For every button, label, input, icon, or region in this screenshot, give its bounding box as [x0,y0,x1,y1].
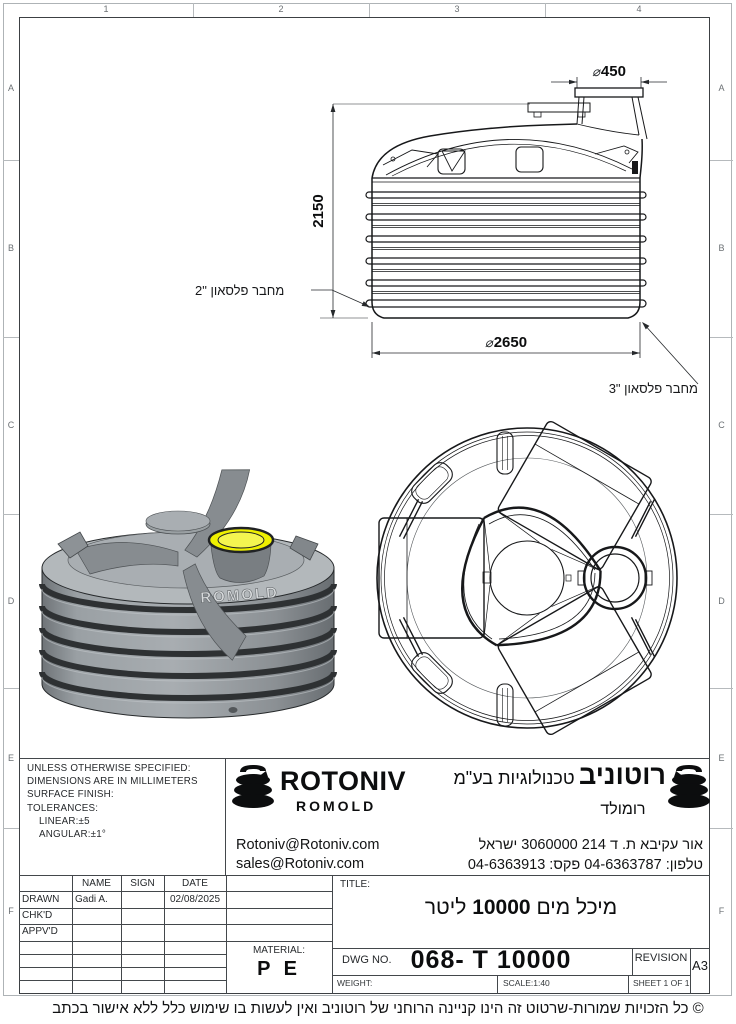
zone-row-label: D [718,596,725,606]
table-line [19,908,332,909]
note-line: UNLESS OTHERWISE SPECIFIED: [27,763,191,774]
titleblock-line [225,758,226,875]
zone-tick [3,688,19,689]
zone-row-label: E [7,753,14,763]
front-view-drawing [180,55,712,403]
brand-hebrew-main: רוטוניב [579,760,666,790]
note-line: LINEAR:±5 [39,815,90,827]
plan-view-drawing [365,420,690,738]
zone-column-label: 3 [454,4,460,14]
table-line [19,891,332,892]
material-label: MATERIAL: [252,945,306,956]
zone-column-label: 1 [103,4,109,14]
material-value: P E [257,958,301,980]
table-line [164,875,165,994]
table-line [19,924,332,925]
dim-bottom-diameter: ⌀2650 [484,334,528,351]
title-part1: מיכל מים [536,896,618,919]
dimension-arrows [331,80,650,356]
brand-hebrew-rest: טכנולוגיות בע"מ [453,768,575,788]
zone-tick [3,160,19,161]
dwg-number: 068- T 10000 [410,946,572,974]
row-appvd-label: APPV'D [22,926,58,937]
title-label: TITLE: [340,879,371,890]
zone-tick [710,514,733,515]
company-address-block [412,836,703,875]
company-phones: טלפון: 04-6363787 פקס: 04-6363913 [467,856,703,873]
email-primary: Rotoniv@Rotoniv.com [236,837,380,853]
table-line [121,875,122,994]
zone-row-label: B [7,243,14,253]
brand-sub-latin: ROMOLD [296,798,377,814]
company-address: אור עקיבא ת. ד 214 3060000 ישראל [478,837,703,853]
row-drawn-date: 02/08/2025 [169,894,221,905]
zone-column-label: 4 [636,4,642,14]
table-line [19,967,226,968]
dim-top-diameter: ⌀450 [592,63,626,80]
zone-row-label: E [718,753,725,763]
row-drawn-name: Gadi A. [75,894,108,905]
zone-row-label: C [718,420,725,430]
revision-label: REVISION [634,952,688,964]
zone-tick [369,3,370,17]
zone-column-label: 2 [278,4,284,14]
zone-row-label: B [718,243,725,253]
zone-row-label: F [8,906,14,916]
zone-row-label: C [7,420,15,430]
zone-tick [545,3,546,17]
title-part2: ליטר [424,896,467,919]
weight-label: WEIGHT: [337,978,373,988]
brand-name-hebrew [420,760,666,791]
table-line [19,954,226,955]
email-sales: sales@Rotoniv.com [236,856,365,872]
dim-height: 2150 [310,194,327,228]
zone-tick [3,337,19,338]
titleblock-line [332,975,690,976]
dwg-label: DWG NO. [342,954,392,966]
zone-tick [710,160,733,161]
brand-name-latin: ROTONIV [280,766,407,796]
brand-sub-hebrew: רומולד [600,801,646,818]
table-header-date: DATE [182,878,208,889]
titleblock-line [628,975,629,994]
tolerance-notes [27,762,198,841]
note-line: SURFACE FINISH: [27,789,114,801]
zone-tick [710,828,733,829]
zone-tick [193,3,194,17]
zone-tick [710,337,733,338]
table-header-name: NAME [82,878,111,889]
row-drawn-label: DRAWN [22,894,60,905]
zone-tick [3,514,19,515]
embossed-brand-text: ROMOLD [199,584,280,607]
zone-row-label: D [7,596,15,606]
title-number: 10000 [472,896,531,919]
company-logo-icon [666,763,712,811]
table-line [19,941,332,942]
note-line: DIMENSIONS ARE IN MILLIMETERS [27,776,198,788]
company-logo-icon [230,763,276,811]
titleblock-line [19,875,710,876]
revision-value: A3 [692,958,708,973]
company-emails [236,836,379,874]
note-line: TOLERANCES: [27,802,99,814]
copyright-notice: © כל הזכויות שמורות-שרטוט זה הינו קניינה הרוחני של רוטוניב ואין לעשות בו שימוש כלל ללא אישור בכתב [52,1000,704,1017]
titleblock-line [497,975,498,994]
drawing-title [332,896,710,920]
callout-connector-2: 2" מחבר פלסאון [195,283,285,298]
zone-tick [3,828,19,829]
zone-row-label: F [718,906,725,916]
scale-label: SCALE:1:40 [503,978,550,988]
table-line [72,875,73,994]
zone-row-label: A [7,83,14,93]
sheet-label: SHEET 1 OF 1 [633,978,690,988]
iso-view-drawing [28,448,353,748]
table-line [19,980,226,981]
zone-row-label: A [718,83,725,93]
zone-tick [710,688,733,689]
note-line: ANGULAR:±1° [39,829,107,841]
callout-connector-3: 3" מחבר פלסאון [608,381,698,396]
titleblock-line [332,875,333,994]
row-chkd-label: CHK'D [22,910,53,921]
titleblock-line [19,758,710,759]
table-header-sign: SIGN [130,878,155,889]
